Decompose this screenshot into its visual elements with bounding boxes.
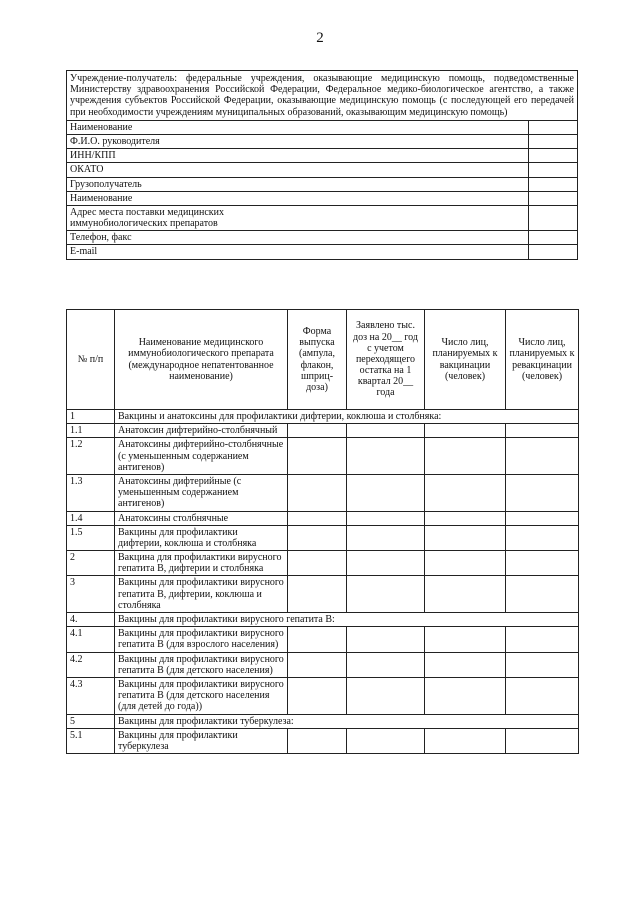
recipient-field-value[interactable] <box>529 120 578 134</box>
table-row <box>67 438 579 475</box>
cell-form[interactable] <box>288 525 347 550</box>
cell-revaccination[interactable] <box>506 576 579 613</box>
cell-revaccination[interactable] <box>506 627 579 652</box>
row-name: Вакцины для профилактики туберкулеза <box>115 728 288 753</box>
cell-vaccination[interactable] <box>425 652 506 677</box>
recipient-field-row <box>67 205 578 230</box>
table-row <box>67 714 579 728</box>
cell-declared[interactable] <box>347 438 425 475</box>
cell-vaccination[interactable] <box>425 728 506 753</box>
cell-form[interactable] <box>288 677 347 714</box>
row-name: Анатоксин дифтерийно-столбнячный <box>115 424 288 438</box>
table-row <box>67 424 579 438</box>
cell-declared[interactable] <box>347 525 425 550</box>
table-row <box>67 525 579 550</box>
cell-form[interactable] <box>288 576 347 613</box>
section-title: Вакцины для профилактики вирусного гепатита В: <box>115 613 579 627</box>
recipient-field-label: E-mail <box>67 245 529 259</box>
row-number: 1.2 <box>67 438 115 475</box>
vaccine-table <box>66 309 579 754</box>
cell-declared[interactable] <box>347 627 425 652</box>
recipient-field-label: ИНН/КПП <box>67 149 529 163</box>
row-number: 4.1 <box>67 627 115 652</box>
recipient-field-value[interactable] <box>529 205 578 230</box>
header-number: № п/п <box>67 310 115 410</box>
recipient-field-value[interactable] <box>529 177 578 191</box>
recipient-field-label: Ф.И.О. руководителя <box>67 134 529 148</box>
cell-revaccination[interactable] <box>506 551 579 576</box>
table-row <box>67 410 579 424</box>
cell-form[interactable] <box>288 627 347 652</box>
recipient-field-row <box>67 245 578 259</box>
cell-revaccination[interactable] <box>506 677 579 714</box>
recipient-field-value[interactable] <box>529 134 578 148</box>
header-name: Наименование медицинского иммунобиологического препарата (международное непатентованное наименование) <box>115 310 288 410</box>
row-name: Вакцина для профилактики вирусного гепатита В, дифтерии и столбняка <box>115 551 288 576</box>
cell-revaccination[interactable] <box>506 511 579 525</box>
cell-revaccination[interactable] <box>506 652 579 677</box>
recipient-intro: Учреждение-получатель: федеральные учреждения, оказывающие медицинскую помощь, подведомственные Министерству здравоохранения Российской Федерации, Федеральное медико-биологическое агентство, а также учреждения субъектов Российской Федерации, оказывающие медицинскую помощь (с последующей его передачей при необходимости учреждениям муниципальных образований, оказывающим медицинскую помощь) <box>67 71 578 121</box>
row-number: 5.1 <box>67 728 115 753</box>
row-number: 3 <box>67 576 115 613</box>
recipient-field-row <box>67 149 578 163</box>
cell-revaccination[interactable] <box>506 728 579 753</box>
recipient-field-value[interactable] <box>529 245 578 259</box>
row-number: 4. <box>67 613 115 627</box>
recipient-field-row <box>67 120 578 134</box>
row-number: 1.3 <box>67 474 115 511</box>
cell-declared[interactable] <box>347 576 425 613</box>
cell-form[interactable] <box>288 652 347 677</box>
cell-revaccination[interactable] <box>506 424 579 438</box>
row-name: Вакцины для профилактики вирусного гепатита В (для взрослого населения) <box>115 627 288 652</box>
cell-form[interactable] <box>288 728 347 753</box>
recipient-table <box>66 70 578 260</box>
table-row <box>67 576 579 613</box>
cell-vaccination[interactable] <box>425 424 506 438</box>
table-row <box>67 511 579 525</box>
cell-vaccination[interactable] <box>425 677 506 714</box>
recipient-field-label: ОКАТО <box>67 163 529 177</box>
recipient-field-value[interactable] <box>529 191 578 205</box>
row-name: Анатоксины дифтерийные (с уменьшенным содержанием антигенов) <box>115 474 288 511</box>
recipient-field-label: Грузополучатель <box>67 177 529 191</box>
row-number: 1.5 <box>67 525 115 550</box>
recipient-field-value[interactable] <box>529 149 578 163</box>
cell-vaccination[interactable] <box>425 474 506 511</box>
row-number: 1 <box>67 410 115 424</box>
table-row <box>67 652 579 677</box>
row-name: Анатоксины столбнячные <box>115 511 288 525</box>
row-number: 4.2 <box>67 652 115 677</box>
header-declared: Заявлено тыс. доз на 20__ год с учетом переходящего остатка на 1 квартал 20__ года <box>347 310 425 410</box>
cell-declared[interactable] <box>347 728 425 753</box>
recipient-field-label: Наименование <box>67 120 529 134</box>
recipient-field-row <box>67 231 578 245</box>
cell-form[interactable] <box>288 551 347 576</box>
cell-declared[interactable] <box>347 424 425 438</box>
cell-vaccination[interactable] <box>425 511 506 525</box>
row-number: 2 <box>67 551 115 576</box>
cell-revaccination[interactable] <box>506 438 579 475</box>
cell-vaccination[interactable] <box>425 576 506 613</box>
cell-vaccination[interactable] <box>425 551 506 576</box>
cell-vaccination[interactable] <box>425 627 506 652</box>
cell-declared[interactable] <box>347 474 425 511</box>
row-number: 1.1 <box>67 424 115 438</box>
row-name: Вакцины для профилактики вирусного гепатита В (для детского населения (для детей до года)) <box>115 677 288 714</box>
recipient-field-row <box>67 177 578 191</box>
cell-vaccination[interactable] <box>425 525 506 550</box>
table-row <box>67 474 579 511</box>
cell-declared[interactable] <box>347 551 425 576</box>
cell-declared[interactable] <box>347 652 425 677</box>
vaccine-table-header <box>67 310 579 410</box>
row-name: Вакцины для профилактики дифтерии, коклюша и столбняка <box>115 525 288 550</box>
recipient-field-value[interactable] <box>529 163 578 177</box>
cell-form[interactable] <box>288 424 347 438</box>
cell-form[interactable] <box>288 438 347 475</box>
recipient-field-value[interactable] <box>529 231 578 245</box>
recipient-field-row <box>67 191 578 205</box>
section-title: Вакцины и анатоксины для профилактики дифтерии, коклюша и столбняка: <box>115 410 579 424</box>
table-row <box>67 627 579 652</box>
table-row <box>67 728 579 753</box>
recipient-field-label: Адрес места поставки медицинских иммунобиологических препаратов <box>67 205 529 230</box>
recipient-field-row <box>67 134 578 148</box>
table-row <box>67 677 579 714</box>
row-number: 1.4 <box>67 511 115 525</box>
cell-form[interactable] <box>288 474 347 511</box>
cell-revaccination[interactable] <box>506 474 579 511</box>
header-form: Форма выпуска (ампула, флакон, шприц-доза) <box>288 310 347 410</box>
table-row <box>67 551 579 576</box>
recipient-field-row <box>67 163 578 177</box>
header-vaccination: Число лиц, планируемых к вакцинации (человек) <box>425 310 506 410</box>
row-number: 4.3 <box>67 677 115 714</box>
recipient-field-label: Наименование <box>67 191 529 205</box>
row-name: Вакцины для профилактики вирусного гепатита В, дифтерии, коклюша и столбняка <box>115 576 288 613</box>
cell-declared[interactable] <box>347 677 425 714</box>
row-number: 5 <box>67 714 115 728</box>
cell-form[interactable] <box>288 511 347 525</box>
cell-vaccination[interactable] <box>425 438 506 475</box>
table-row <box>67 613 579 627</box>
header-revaccination: Число лиц, планируемых к ревакцинации (человек) <box>506 310 579 410</box>
cell-declared[interactable] <box>347 511 425 525</box>
row-name: Анатоксины дифтерийно-столбнячные (с уменьшенным содержанием антигенов) <box>115 438 288 475</box>
recipient-field-label: Телефон, факс <box>67 231 529 245</box>
row-name: Вакцины для профилактики вирусного гепатита В (для детского населения) <box>115 652 288 677</box>
recipient-intro-row <box>67 71 578 121</box>
cell-revaccination[interactable] <box>506 525 579 550</box>
section-title: Вакцины для профилактики туберкулеза: <box>115 714 579 728</box>
page-number: 2 <box>316 30 324 46</box>
